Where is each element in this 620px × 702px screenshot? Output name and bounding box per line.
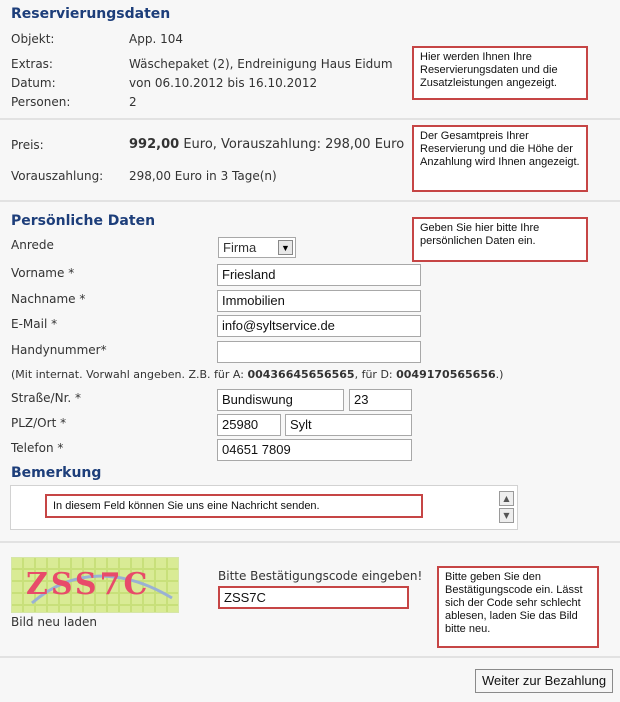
captcha-prompt: Bitte Bestätigungscode eingeben! xyxy=(218,569,423,583)
price-value xyxy=(129,137,404,152)
captcha-reload-link[interactable]: Bild neu laden xyxy=(11,615,98,629)
price-note: Der Gesamtpreis Ihrer Reservierung und die Höhe der Anzahlung wird Ihnen angezeigt. xyxy=(412,125,588,192)
phone-input[interactable]: 04651 7809 xyxy=(217,439,412,461)
mobile-hint xyxy=(11,368,503,381)
object-label: Objekt: xyxy=(11,32,55,46)
mobile-hint-prefix: (Mit internat. Vorwahl angeben. Z.B. für A: xyxy=(11,368,248,381)
email-input[interactable]: info@syltservice.de xyxy=(217,315,421,337)
prepay-value: 298,00 Euro in 3 Tage(n) xyxy=(129,169,277,183)
mobile-hint-a: 00436645656565 xyxy=(247,368,355,381)
reservation-heading: Reservierungsdaten xyxy=(11,6,171,22)
zip-label: PLZ/Ort * xyxy=(11,416,67,430)
mobile-label: Handynummer* xyxy=(11,343,107,357)
firstname-label: Vorname * xyxy=(11,266,75,280)
divider xyxy=(0,200,620,202)
date-value: von 06.10.2012 bis 16.10.2012 xyxy=(129,76,318,90)
prepay-label: Vorauszahlung: xyxy=(11,169,104,183)
price-label: Preis: xyxy=(11,138,44,152)
lastname-label: Nachname * xyxy=(11,292,86,306)
salutation-value: Firma xyxy=(223,240,257,255)
extras-label: Extras: xyxy=(11,57,53,71)
personal-heading: Persönliche Daten xyxy=(11,213,156,229)
personal-note: Geben Sie hier bitte Ihre persönlichen Daten ein. xyxy=(412,217,588,262)
remark-heading: Bemerkung xyxy=(11,465,102,481)
reservation-note: Hier werden Ihnen Ihre Reservierungsdaten und die Zusatzleistungen angezeigt. xyxy=(412,46,588,100)
email-label: E-Mail * xyxy=(11,317,58,331)
captcha-image xyxy=(11,557,179,613)
scroll-down-icon[interactable]: ▼ xyxy=(499,508,514,523)
persons-label: Personen: xyxy=(11,95,71,109)
mobile-hint-suffix: .) xyxy=(495,368,504,381)
continue-to-payment-button[interactable]: Weiter zur Bezahlung xyxy=(475,669,613,693)
captcha-note: Bitte geben Sie den Bestätigungscode ein. Lässt sich der Code sehr schlecht ablesen, laden Sie das Bild bitte neu. xyxy=(437,566,599,648)
divider xyxy=(0,656,620,658)
remark-note: In diesem Feld können Sie uns eine Nachricht senden. xyxy=(45,494,423,518)
salutation-label: Anrede xyxy=(11,238,54,252)
price-amount: 992,00 xyxy=(129,137,180,152)
divider xyxy=(0,118,620,120)
chevron-down-icon[interactable]: ▼ xyxy=(278,240,293,255)
mobile-input[interactable] xyxy=(217,341,421,363)
date-label: Datum: xyxy=(11,76,56,90)
mobile-hint-d: 0049170565656 xyxy=(396,368,496,381)
divider xyxy=(0,541,620,543)
extras-value: Wäschepaket (2), Endreinigung Haus Eidum xyxy=(129,57,393,71)
object-value: App. 104 xyxy=(129,32,183,46)
firstname-input[interactable]: Friesland xyxy=(217,264,421,286)
zip-input[interactable]: 25980 xyxy=(217,414,281,436)
street-input[interactable]: Bundiswung xyxy=(217,389,344,411)
remark-textarea[interactable] xyxy=(10,485,518,530)
salutation-select[interactable] xyxy=(218,237,296,258)
persons-value: 2 xyxy=(129,95,137,109)
house-number-input[interactable]: 23 xyxy=(349,389,412,411)
street-label: Straße/Nr. * xyxy=(11,391,82,405)
mobile-hint-mid: , für D: xyxy=(354,368,397,381)
captcha-code: ZSS7C xyxy=(26,567,151,602)
price-rest: Euro, Vorauszahlung: 298,00 Euro xyxy=(183,137,405,152)
lastname-input[interactable]: Immobilien xyxy=(217,290,421,312)
city-input[interactable]: Sylt xyxy=(285,414,412,436)
phone-label: Telefon * xyxy=(11,441,64,455)
captcha-input[interactable]: ZSS7C xyxy=(218,586,409,609)
scroll-up-icon[interactable]: ▲ xyxy=(499,491,514,506)
